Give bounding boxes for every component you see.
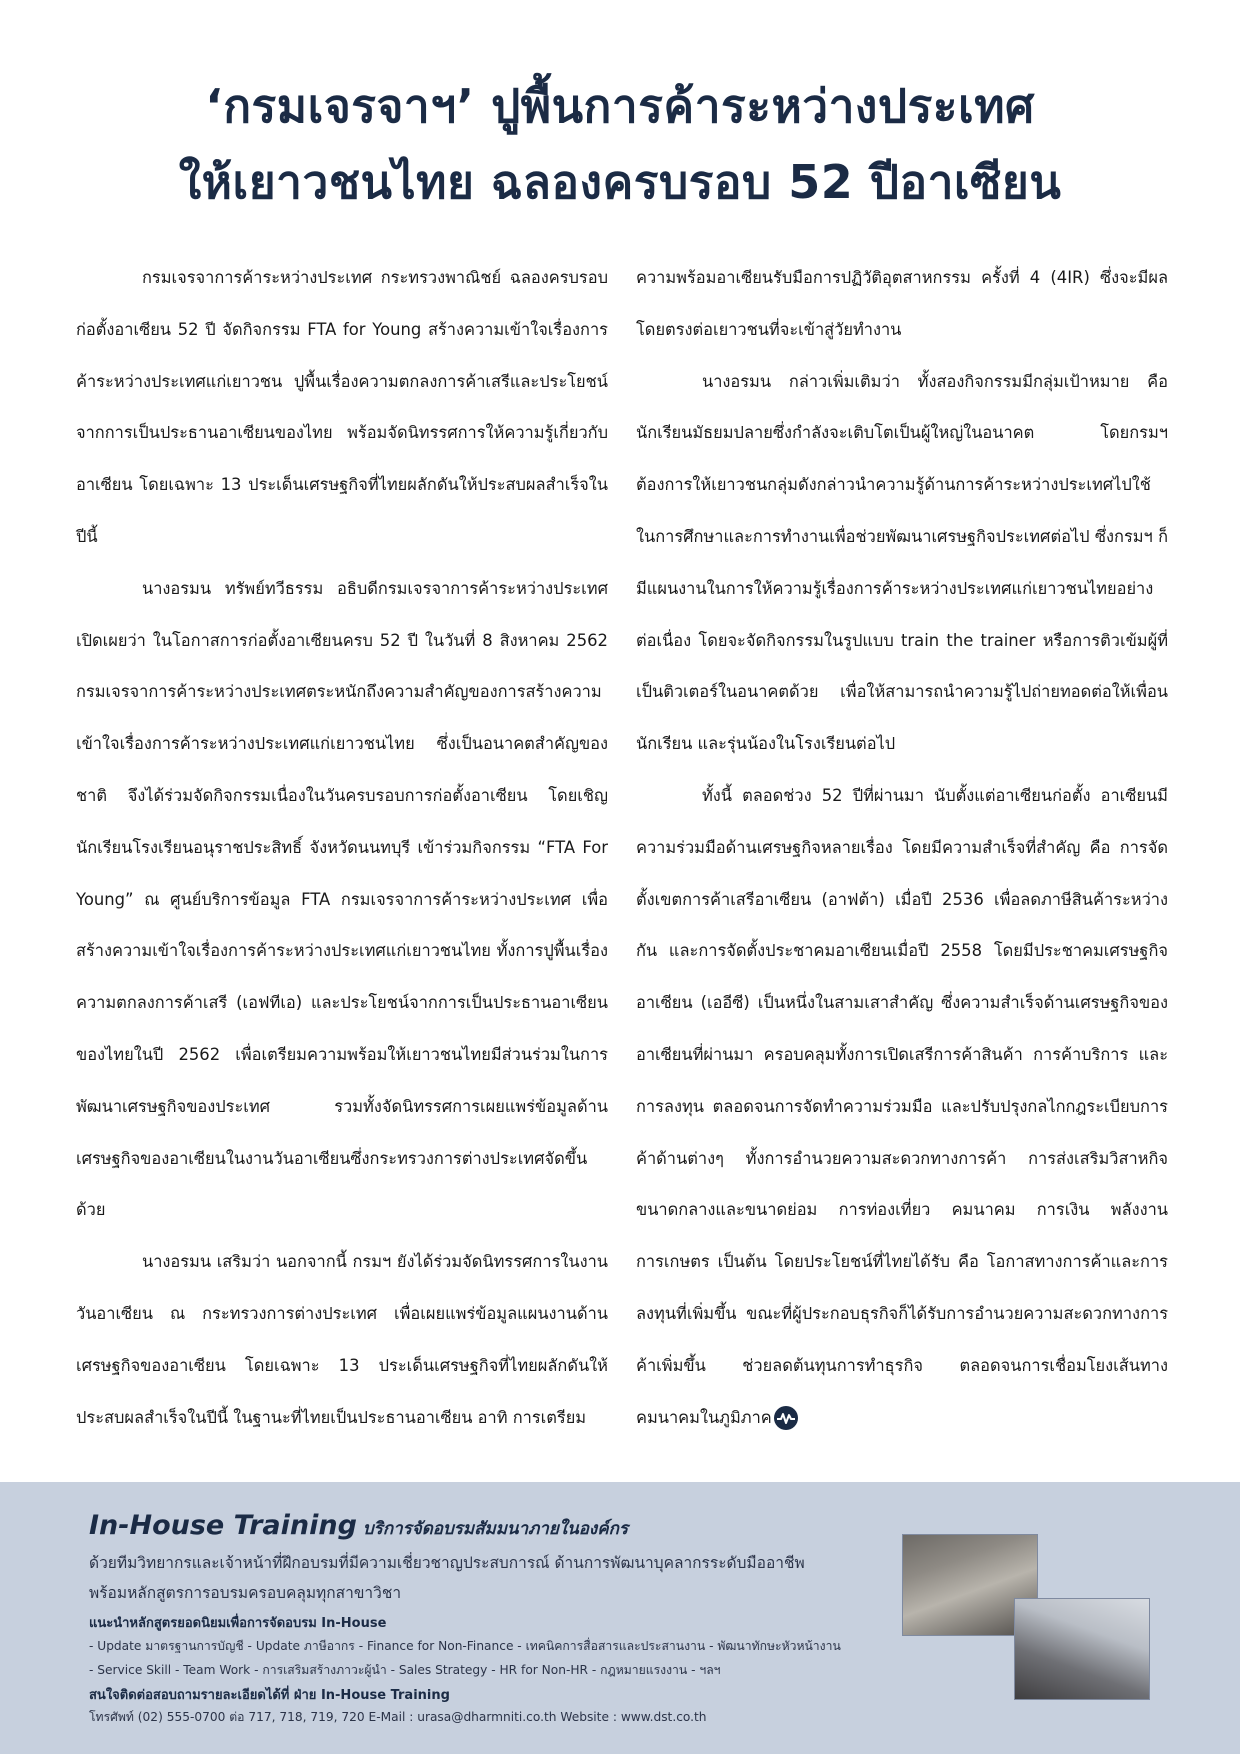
ad-lead-line-1: ด้วยทีมวิทยากรและเจ้าหน้าที่ฝึกอบรมที่มีความเชี่ยวชาญประสบการณ์ ด้านการพัฒนาบุคลากรระดับมืออาชีพ bbox=[89, 1554, 805, 1572]
title-line-1: ‘กรมเจรจาฯ’ ปูพื้นการค้าระหว่างประเทศ bbox=[205, 79, 1035, 133]
ad-brand: In-House Training bbox=[89, 1510, 357, 1541]
paragraph: กรมเจรจาการค้าระหว่างประเทศ กระทรวงพาณิชย์ ฉลองครบรอบก่อตั้งอาเซียน 52 ปี จัดกิจกรรม FTA for Young สร้างความเข้าใจเรื่องการค้าระหว่างประเทศแก่เยาวชน ปูพื้นเรื่องความตกลงการค้าเสรีและประโยชน์จากการเป็นประธานอาเซียนของไทย พร้อมจัดนิทรรศการให้ความรู้เกี่ยวกับอาเซียน โดยเฉพาะ 13 ประเด็นเศรษฐกิจที่ไทยผลักดันให้ประสบผลสำเร็จในปีนี้ bbox=[76, 268, 608, 546]
ad-lead-line-2: พร้อมหลักสูตรการอบรมครอบคลุมทุกสาขาวิชา bbox=[89, 1584, 402, 1602]
ad-contact-heading: สนใจติดต่อสอบถามรายละเอียดได้ที่ ฝ่าย In-House Training bbox=[89, 1688, 450, 1703]
ad-course-list-2: - Service Skill - Team Work - การเสริมสร้างภาวะผู้นำ - Sales Strategy - HR for Non-HR - กฎหมายแรงงาน - ฯลฯ bbox=[89, 1663, 721, 1677]
end-mark-icon bbox=[774, 1406, 798, 1430]
ad-recommend-heading: แนะนำหลักสูตรยอดนิยมเพื่อการจัดอบรม In-House bbox=[89, 1616, 387, 1631]
ad-course-list-1: - Update มาตรฐานการบัญชี - Update ภาษีอากร - Finance for Non-Finance - เทคนิคการสื่อสารและประสานงาน - พัฒนาทักษะหัวหน้างาน bbox=[89, 1639, 841, 1653]
paragraph: นางอรมน ทรัพย์ทวีธรรม อธิบดีกรมเจรจาการค้าระหว่างประเทศ เปิดเผยว่า ในโอกาสการก่อตั้งอาเซียนครบ 52 ปี ในวันที่ 8 สิงหาคม 2562 กรมเจรจาการค้าระหว่างประเทศตระหนักถึงความสำคัญของการสร้างความเข้าใจเรื่องการค้าระหว่างประเทศแก่เยาวชนไทย ซึ่งเป็นอนาคตสำคัญของชาติ จึงได้ร่วมจัดกิจกรรมเนื่องในวันครบรอบการก่อตั้งอาเซียน โดยเชิญนักเรียนโรงเรียนอนุราชประสิทธิ์ จังหวัดนนทบุรี เข้าร่วมกิจกรรม “FTA For Young” ณ ศูนย์บริการข้อมูล FTA กรมเจรจาการค้าระหว่างประเทศ เพื่อสร้างความเข้าใจเรื่องการค้าระหว่างประเทศแก่เยาวชนไทย ทั้งการปูพื้นเรื่องความตกลงการค้าเสรี (เอฟทีเอ) และประโยชน์จากการเป็นประธานอาเซียนของไทยในปี 2562 เพื่อเตรียมความพร้อมให้เยาวชนไทยมีส่วนร่วมในการพัฒนาเศรษฐกิจของประเทศ รวมทั้งจัดนิทรรศการเผยแพร่ข้อมูลด้านเศรษฐกิจของอาเซียนในงานวันอาเซียนซึ่งกระทรวงการต่างประเทศจัดขึ้นด้วย bbox=[76, 578, 608, 1220]
ad-title bbox=[89, 1510, 628, 1542]
paragraph-last bbox=[636, 770, 1168, 1443]
paragraph-text: ทั้งนี้ ตลอดช่วง 52 ปีที่ผ่านมา นับตั้งแต่อาเซียนก่อตั้ง อาเซียนมีความร่วมมือด้านเศรษฐกิจหลายเรื่อง โดยมีความสำเร็จที่สำคัญ คือ การจัดตั้งเขตการค้าเสรีอาเซียน (อาฟต้า) เมื่อปี 2536 เพื่อลดภาษีสินค้าระหว่างกัน และการจัดตั้งประชาคมอาเซียนเมื่อปี 2558 โดยมีประชาคมเศรษฐกิจอาเซียน (เออีซี) เป็นหนึ่งในสามเสาสำคัญ ซึ่งความสำเร็จด้านเศรษฐกิจของอาเซียนที่ผ่านมา ครอบคลุมทั้งการเปิดเสรีการค้าสินค้า การค้าบริการ และการลงทุน ตลอดจนการจัดทำความร่วมมือ และปรับปรุงกลไกกฎระเบียบการค้าด้านต่างๆ ทั้งการอำนวยความสะดวกทางการค้า การส่งเสริมวิสาหกิจขนาดกลางและขนาดย่อม การท่องเที่ยว คมนาคม การเงิน พลังงาน การเกษตร เป็นต้น โดยประโยชน์ที่ไทยได้รับ คือ โอกาสทางการค้าและการลงทุนที่เพิ่มขึ้น ขณะที่ผู้ประกอบธุรกิจก็ได้รับการอำนวยความสะดวกทางการค้าเพิ่มขึ้น ช่วยลดต้นทุนการทำธุรกิจ ตลอดจนการเชื่อมโยงเส้นทางคมนาคมในภูมิภาค bbox=[636, 785, 1168, 1427]
paragraph: นางอรมน กล่าวเพิ่มเติมว่า ทั้งสองกิจกรรมมีกลุ่มเป้าหมาย คือ นักเรียนมัธยมปลายซึ่งกำลังจะเติบโตเป็นผู้ใหญ่ในอนาคต โดยกรมฯ ต้องการให้เยาวชนกลุ่มดังกล่าวนำความรู้ด้านการค้าระหว่างประเทศไปใช้ในการศึกษาและการทำงานเพื่อช่วยพัฒนาเศรษฐกิจประเทศต่อไป ซึ่งกรมฯ ก็มีแผนงานในการให้ความรู้เรื่องการค้าระหว่างประเทศแก่เยาวชนไทยอย่างต่อเนื่อง โดยจะจัดกิจกรรมในรูปแบบ train the trainer หรือการติวเข้มผู้ที่เป็นติวเตอร์ในอนาคตด้วย เพื่อให้สามารถนำความรู้ไปถ่ายทอดต่อให้เพื่อนนักเรียน และรุ่นน้องในโรงเรียนต่อไป bbox=[636, 371, 1168, 754]
article-column-right bbox=[636, 252, 1168, 1443]
article-column-left bbox=[76, 252, 608, 1443]
article-body bbox=[76, 252, 1168, 1443]
paragraph-continued: ความพร้อมอาเซียนรับมือการปฏิวัติอุตสาหกรรม ครั้งที่ 4 (4IR) ซึ่งจะมีผลโดยตรงต่อเยาวชนที่จะเข้าสู่วัยทำงาน bbox=[636, 268, 1168, 339]
in-house-training-ad bbox=[0, 1482, 1240, 1754]
ad-contact-line: โทรศัพท์ (02) 555-0700 ต่อ 717, 718, 719, 720 E-Mail : urasa@dharmniti.co.th Website : www.dst.co.th bbox=[89, 1710, 707, 1724]
title-line-2: ให้เยาวชนไทย ฉลองครบรอบ 52 ปีอาเซียน bbox=[178, 155, 1062, 209]
ad-brand-subtitle: บริการจัดอบรมสัมมนาภายในองค์กร bbox=[362, 1519, 629, 1539]
training-photo-2 bbox=[1014, 1598, 1150, 1700]
article-title bbox=[0, 68, 1240, 220]
paragraph: นางอรมน เสริมว่า นอกจากนี้ กรมฯ ยังได้ร่วมจัดนิทรรศการในงานวันอาเซียน ณ กระทรวงการต่างประเทศ เพื่อเผยแพร่ข้อมูลแผนงานด้านเศรษฐกิจของอาเซียน โดยเฉพาะ 13 ประเด็นเศรษฐกิจที่ไทยผลักดันให้ประสบผลสำเร็จในปีนี้ ในฐานะที่ไทยเป็นประธานอาเซียน อาทิ การเตรียม bbox=[76, 1252, 608, 1427]
